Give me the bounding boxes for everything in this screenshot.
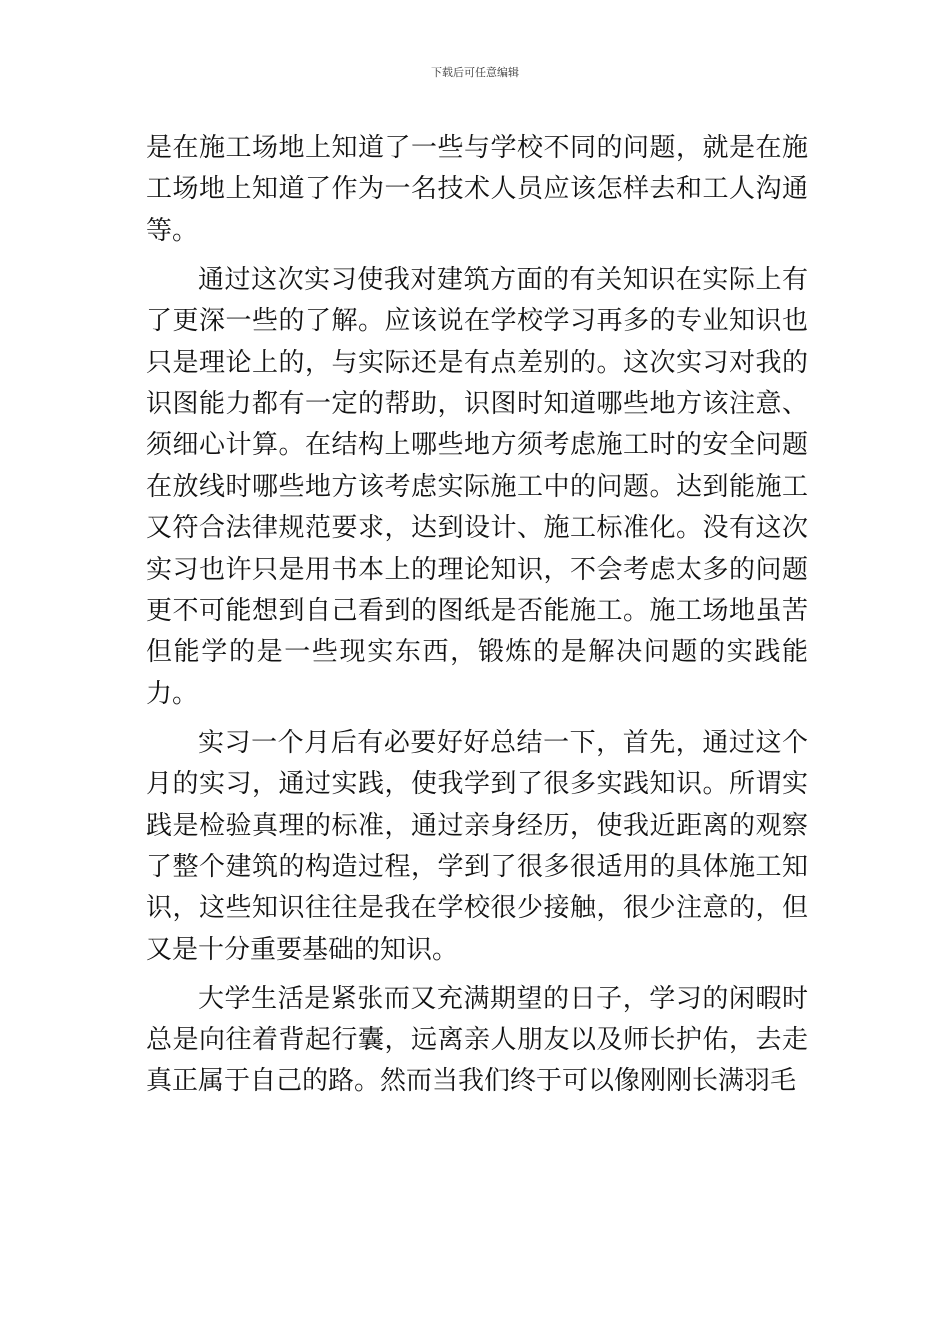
document-body	[146, 128, 808, 1110]
paragraph-4: 大学生活是紧张而又充满期望的日子，学习的闲暇时总是向往着背起行囊，远离亲人朋友以及师长护佑，去走真正属于自己的路。然而当我们终于可以像刚刚长满羽毛	[146, 983, 808, 1097]
paragraph-2: 通过这次实习使我对建筑方面的有关知识在实际上有了更深一些的了解。应该说在学校学习再多的专业知识也只是理论上的，与实际还是有点差别的。这次实习对我的识图能力都有一定的帮助，识图时知道哪些地方该注意、须细心计算。在结构上哪些地方须考虑施工时的安全问题在放线时哪些地方该考虑实际施工中的问题。达到能施工又符合法律规范要求，达到设计、施工标准化。没有这次实习也许只是用书本上的理论知识，不会考虑太多的问题更不可能想到自己看到的图纸是否能施工。施工场地虽苦但能学的是一些现实东西，锻炼的是解决问题的实践能力。	[146, 264, 808, 709]
page-header: 下载后可任意编辑	[431, 66, 519, 79]
paragraph-3: 实习一个月后有必要好好总结一下，首先，通过这个月的实习，通过实践，使我学到了很多实践知识。所谓实践是检验真理的标准，通过亲身经历，使我近距离的观察了整个建筑的构造过程，学到了很多很适用的具体施工知识，这些知识往往是我在学校很少接触，很少注意的，但又是十分重要基础的知识。	[146, 727, 808, 965]
paragraph-1: 是在施工场地上知道了一些与学校不同的问题，就是在施工场地上知道了作为一名技术人员应该怎样去和工人沟通等。	[146, 133, 808, 246]
